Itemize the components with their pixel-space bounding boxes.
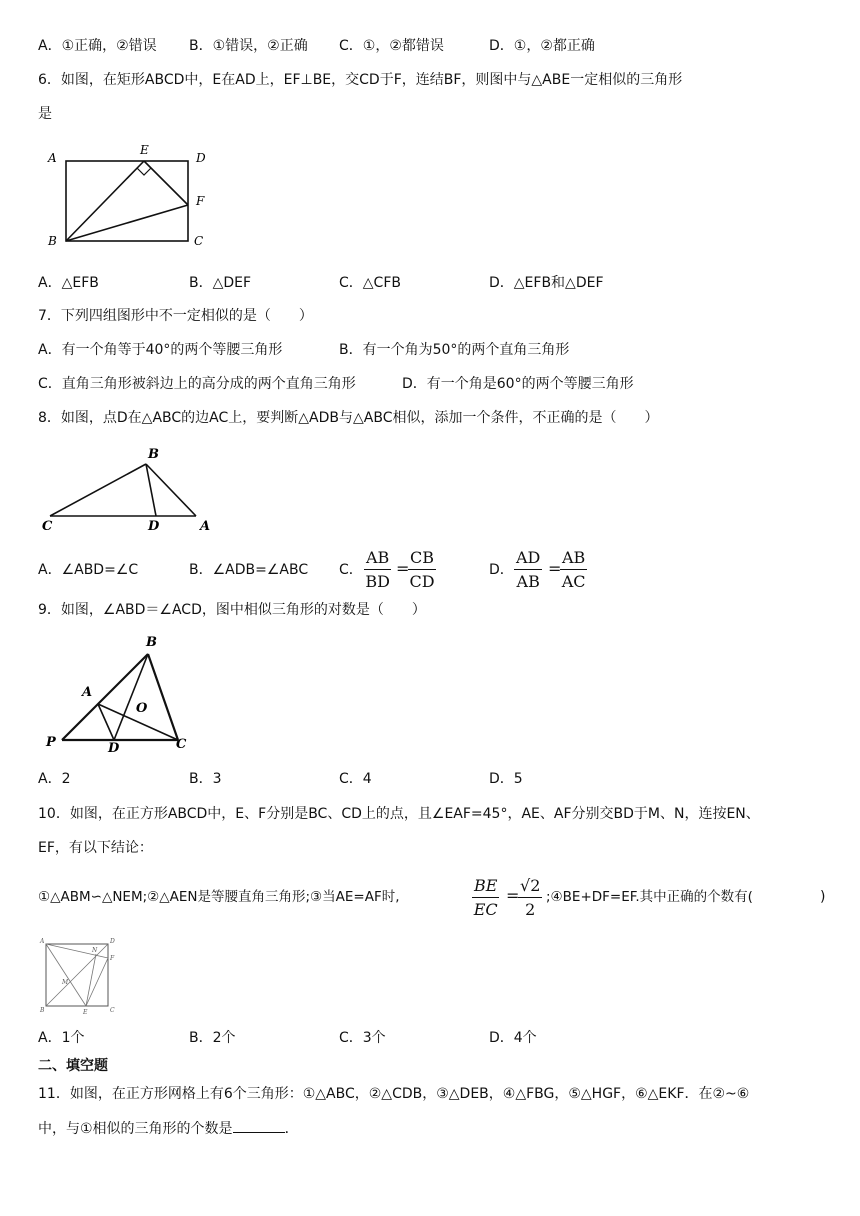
- q10-stem: 10．如图，在正方形ABCD中，E、F分别是BC、CD上的点，且∠EAF=45°，AE、AF分别交BD于M、N，连按EN、: [38, 806, 760, 822]
- q8-c-num2: CB: [408, 548, 436, 570]
- q11-stem-text: 中，与①相似的三角形的个数是: [38, 1121, 233, 1137]
- q10-close-paren: ): [820, 889, 826, 905]
- q7-option-d: D．有一个角是60°的两个等腰三角形: [402, 376, 634, 392]
- q8-option-d-equals: =: [548, 559, 562, 578]
- q11-stem-cont: [38, 1118, 299, 1139]
- q10-option-c: C．3个: [339, 1030, 386, 1046]
- q8-option-b: B．∠ADB=∠ABC: [189, 562, 309, 578]
- q8-d-den1: AB: [516, 572, 540, 591]
- q6-label-d: D: [196, 151, 206, 165]
- q8-stem: 8．如图，点D在△ABC的边AC上，要判断△ADB与△ABC相似，添加一个条件，不正确的是（ ）: [38, 410, 659, 426]
- q6-label-a: A: [48, 151, 57, 165]
- q8-option-a: A．∠ABD=∠C: [38, 562, 139, 578]
- q8-d-den2: AC: [561, 572, 586, 591]
- q8-d-num2: AB: [560, 548, 587, 570]
- q10-option-a: A．1个: [38, 1030, 85, 1046]
- q8-c-num1: AB: [364, 548, 391, 570]
- q8-c-den1: BD: [365, 572, 390, 591]
- q5-option-a: A．①正确，②错误: [38, 38, 157, 54]
- q6-label-e: E: [140, 143, 149, 157]
- q10-equals: =: [506, 886, 520, 905]
- q5-option-c: C．①，②都错误: [339, 38, 444, 54]
- q5-option-b: B．①错误，②正确: [189, 38, 308, 54]
- q6-label-c: C: [194, 234, 204, 248]
- q6-label-f: F: [196, 194, 205, 208]
- q10-fraction-lhs: [472, 876, 499, 920]
- q5-option-d: D．①，②都正确: [489, 38, 595, 54]
- q10-label-m: M: [62, 979, 69, 986]
- q9-stem: 9．如图，∠ABD＝∠ACD，图中相似三角形的对数是（ ）: [38, 602, 426, 618]
- q9-label-o: O: [136, 701, 148, 716]
- q9-label-b: B: [146, 635, 157, 650]
- q10-label-f: F: [110, 955, 115, 962]
- q9-label-c: C: [176, 737, 187, 752]
- q9-option-b: B．3: [189, 771, 222, 787]
- q6-option-c: C．△CFB: [339, 275, 401, 291]
- q10-fraction-rhs: [518, 876, 542, 920]
- q10-frac-num: BE: [472, 876, 499, 898]
- q6-option-d: D．△EFB和△DEF: [489, 275, 604, 291]
- q9-label-p: P: [46, 735, 56, 750]
- q7-option-b: B．有一个角为50°的两个直角三角形: [339, 342, 570, 358]
- q9-option-d: D．5: [489, 771, 523, 787]
- q8-label-c: C: [42, 519, 53, 534]
- q8-option-c-equals: =: [396, 559, 410, 578]
- q8-option-c-label: C．: [339, 562, 363, 578]
- q7-option-a: A．有一个角等于40°的两个等腰三角形: [38, 342, 283, 358]
- q9-label-d: D: [108, 741, 120, 756]
- q8-figure: [40, 440, 220, 532]
- q7-option-c: C．直角三角形被斜边上的高分成的两个直角三角形: [38, 376, 356, 392]
- q10-label-a: A: [40, 938, 45, 945]
- q6-stem: 6．如图，在矩形ABCD中，E在AD上，EF⊥BE，交CD于F，连结BF，则图中与△ABE一定相似的三角形: [38, 72, 683, 88]
- q6-stem-cont: 是: [38, 106, 52, 122]
- q9-label-a: A: [82, 685, 93, 700]
- q8-option-d-fraction-left: [514, 548, 542, 592]
- q8-label-d: D: [148, 519, 160, 534]
- q10-rhs-num: √2: [518, 876, 542, 898]
- q9-figure: [40, 630, 200, 754]
- q11-stem: 11．如图，在正方形网格上有6个三角形：①△ABC，②△CDB，③△DEB，④△FBG，⑤△HGF，⑥△EKF．在②~⑥: [38, 1086, 750, 1102]
- q7-stem: 7．下列四组图形中不一定相似的是（ ）: [38, 308, 313, 324]
- q8-option-d-fraction-right: [560, 548, 587, 592]
- q9-option-a: A．2: [38, 771, 71, 787]
- q10-label-b: B: [40, 1007, 45, 1014]
- q8-option-d-label: D．: [489, 562, 514, 578]
- q8-d-num1: AD: [514, 548, 542, 570]
- q10-rhs-den: 2: [525, 900, 536, 919]
- q10-label-c: C: [110, 1007, 115, 1014]
- q11-stem-end: ．: [284, 1121, 299, 1137]
- q8-c-den2: CD: [409, 572, 435, 591]
- q6-option-a: A．△EFB: [38, 275, 99, 291]
- q10-option-d: D．4个: [489, 1030, 537, 1046]
- q6-figure: [40, 140, 220, 252]
- q10-option-b: B．2个: [189, 1030, 236, 1046]
- q6-option-b: B．△DEF: [189, 275, 252, 291]
- q9-option-c: C．4: [339, 771, 372, 787]
- q10-conclusions-part2: ;④BE+DF=EF.其中正确的个数有(: [546, 889, 753, 905]
- q8-label-b: B: [148, 447, 159, 462]
- q10-stem-cont: EF，有以下结论：: [38, 840, 153, 856]
- q6-label-b: B: [48, 234, 57, 248]
- q8-label-a: A: [200, 519, 211, 534]
- q10-figure: [38, 936, 118, 1014]
- q11-answer-blank[interactable]: [233, 1118, 285, 1133]
- q10-conclusions-part1: ①△ABM∽△NEM;②△AEN是等腰直角三角形;③当AE=AF时,: [38, 889, 400, 905]
- q10-label-n: N: [92, 947, 98, 954]
- q8-option-c-fraction-left: [364, 548, 391, 592]
- q8-option-c-fraction-right: [408, 548, 436, 592]
- q10-label-d: D: [110, 938, 115, 945]
- section-title-fill-in-blank: 二、填空题: [38, 1058, 108, 1074]
- q10-frac-den: EC: [473, 900, 498, 919]
- q10-label-e: E: [83, 1009, 88, 1016]
